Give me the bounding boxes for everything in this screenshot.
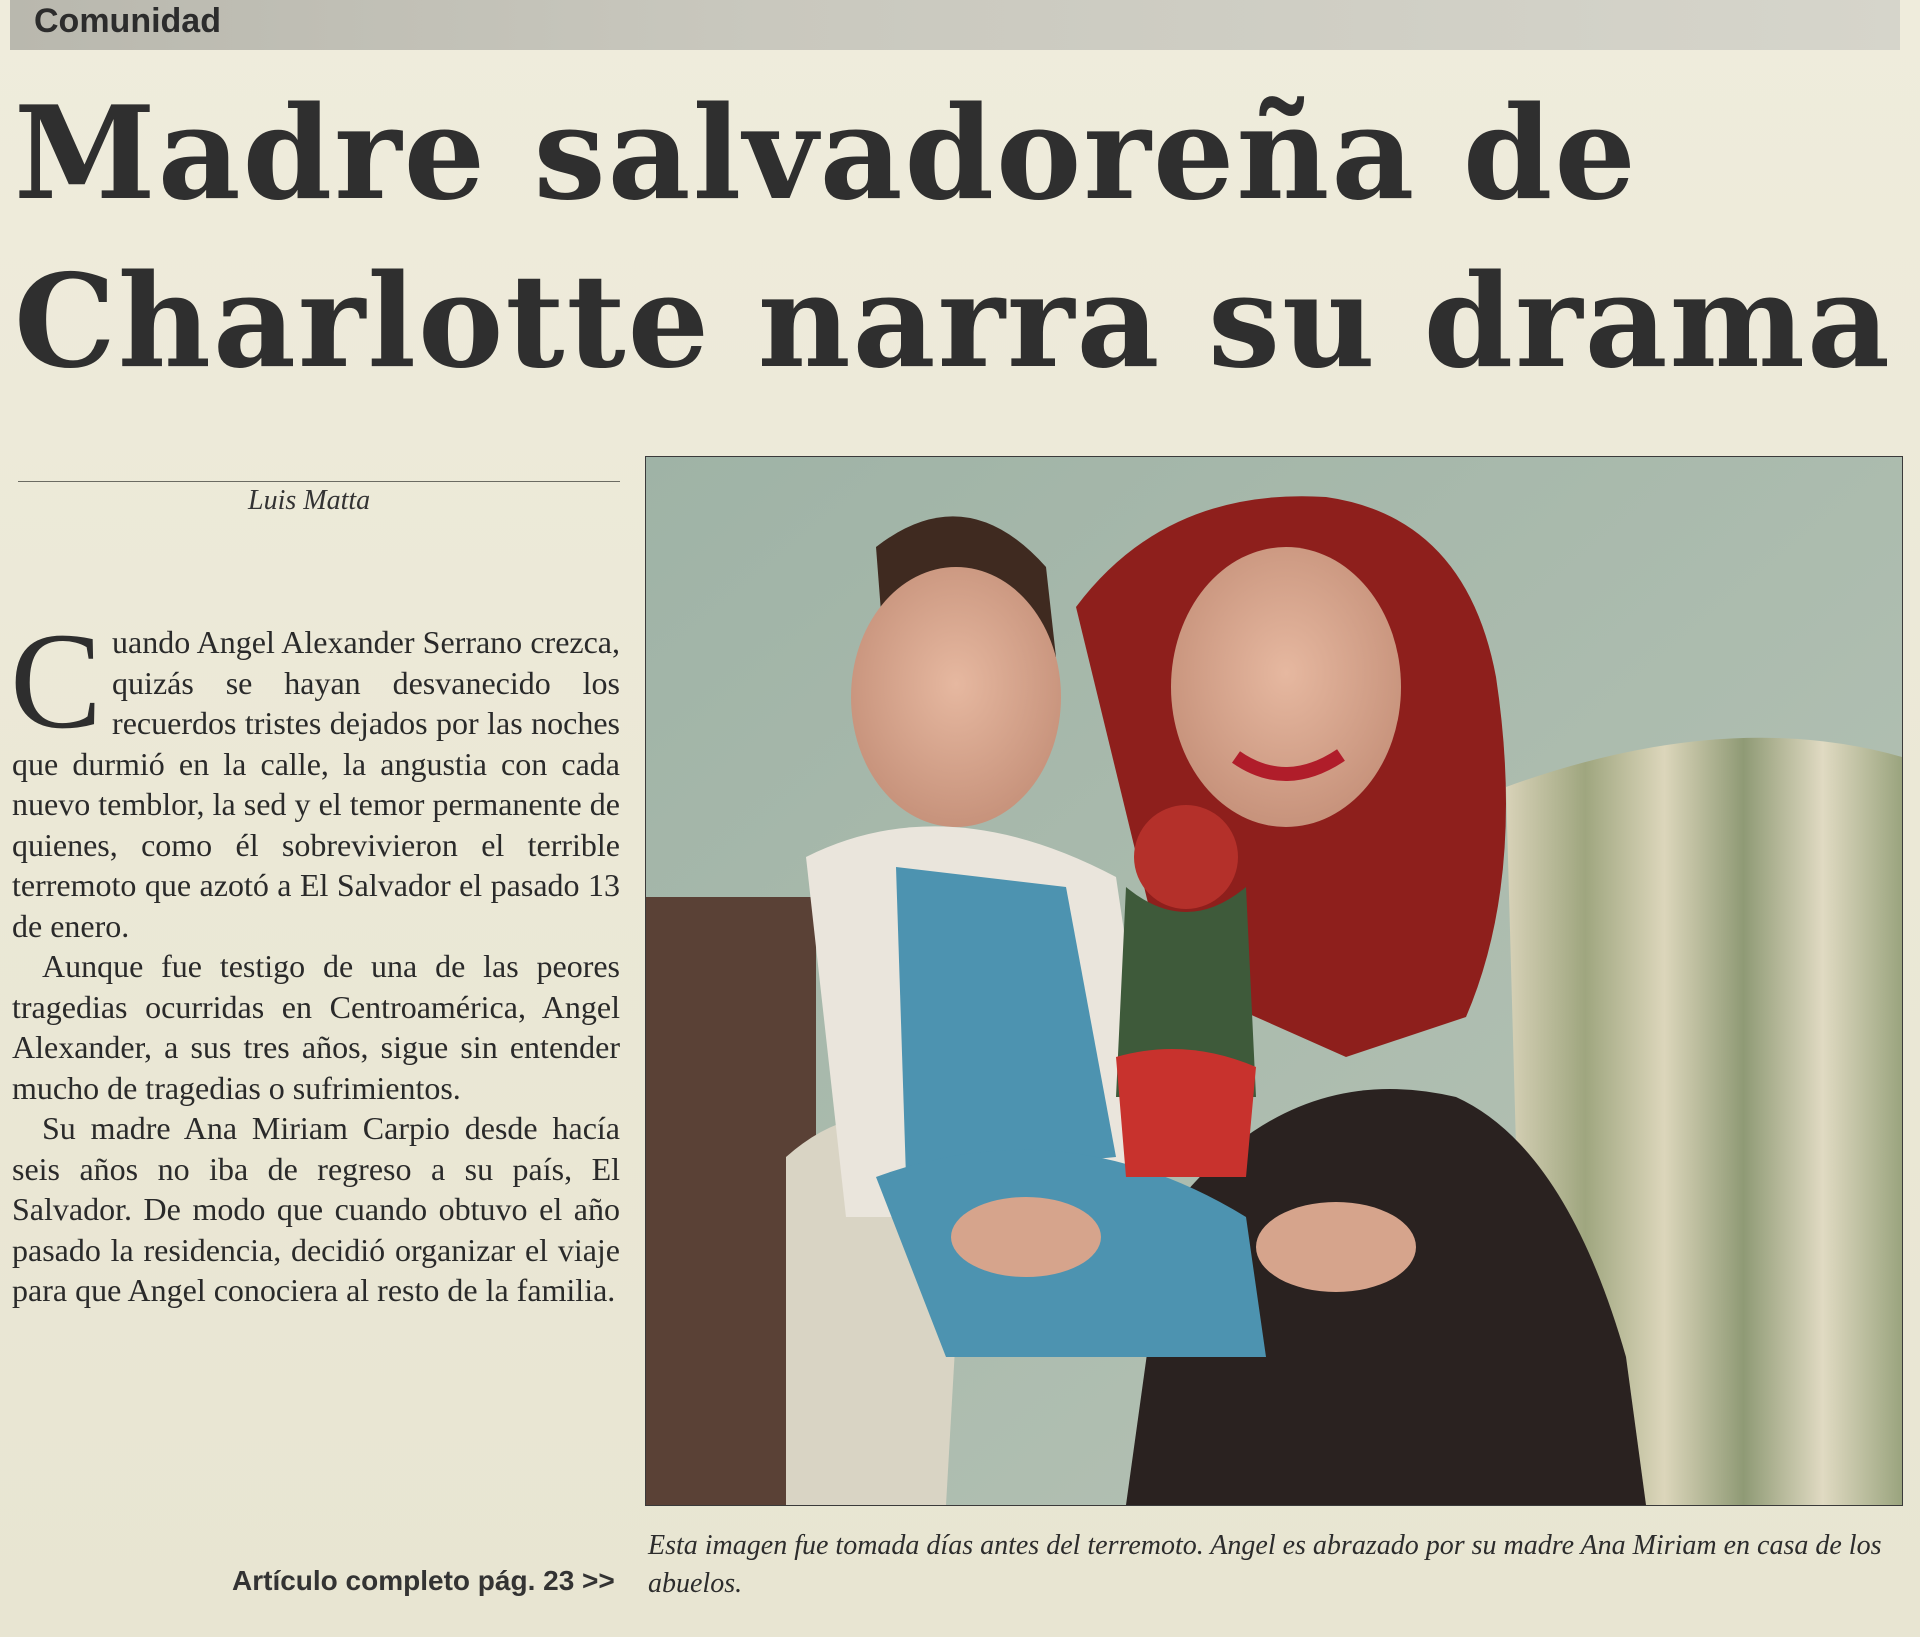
byline: Luis Matta (248, 485, 371, 516)
paragraph-1-text: uando Angel Alexander Serrano crezca, quizás se hayan desvanecido los recuerdos tristes dejados por las noches que durmió en la calle, la angustia con cada nuevo temblor, la sed y el temor permanente de quienes, como él sobrevivieron el terrible terremoto que azotó a El Salvador el pasado 13 de enero. (12, 624, 620, 944)
photo-illustration (646, 457, 1902, 1505)
continue-link[interactable]: Artículo completo pág. 23 >> (232, 1565, 615, 1596)
article-paragraph-2: Aunque fue testigo de una de las peores tragedias ocurridas en Centroamérica, Angel Alexander, a sus tres años, sigue sin entender mucho de tragedias o sufrimientos. (12, 948, 620, 1106)
drop-cap: C (10, 604, 103, 757)
photo-caption: Esta imagen fue tomada días antes del terremoto. Angel es abrazado por su madre Ana Miriam en casa de los abuelos. (648, 1530, 1882, 1599)
article-paragraph-3: Su madre Ana Miriam Carpio desde hacía seis años no iba de regreso a su país, El Salvador. De modo que cuando obtuvo el año pasado la residencia, decidió organizar el viaje para que Angel conociera al resto de la familia. (12, 1110, 620, 1308)
headline (14, 70, 1914, 406)
article-body (10, 604, 620, 1311)
headline-line-1: Madre salvadoreña de (14, 79, 1638, 229)
article-paragraph-1 (10, 604, 620, 946)
article-photo (645, 456, 1903, 1506)
byline-rule (18, 481, 620, 482)
headline-line-2: Charlotte narra su drama (14, 247, 1892, 397)
section-label: Comunidad (34, 2, 221, 40)
section-bar (10, 0, 1900, 50)
